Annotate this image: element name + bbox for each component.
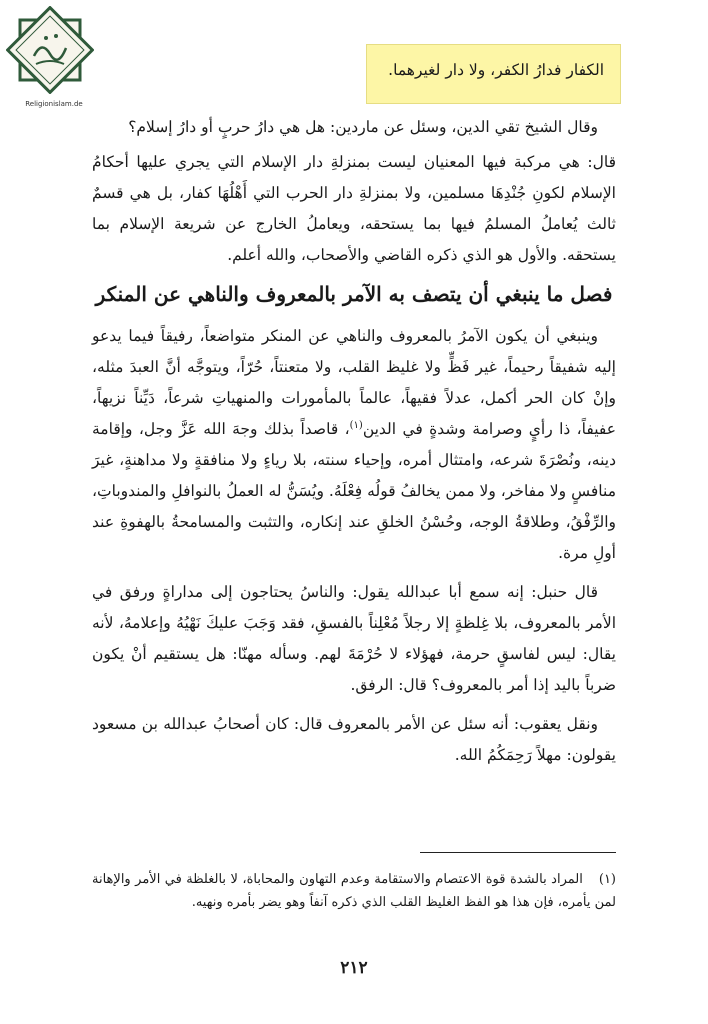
footnote — [92, 868, 616, 914]
paragraph-qualities-part-1: وينبغي أن يكون الآمرُ بالمعروف والناهي عن المنكر متواضعاً، رفيقاً فيما يدعو إليه شفيقاً رحيماً، غير فَظٍّ ولا غليظ القلب، ولا متعنتاً، حُرّاً، ويتوجَّه أنَّ العبدَ مثله، وإنْ كان الحر أكمل، عدلاً فقيهاً، عالماً بالمأمورات والمنهياتِ شرعاً، دَيِّناً نزيهاً، عفيفاً، ذا رأيٍ وصرامة وشدةٍ في الدين — [92, 327, 616, 438]
section-heading: فصل ما ينبغي أن يتصف به الآمر بالمعروف والناهي عن المنكر — [95, 282, 613, 306]
paragraph-yaqub: ونقل يعقوب: أنه سئل عن الأمر بالمعروف قال: كان أصحابُ عبدالله بن مسعود يقولون: مهلاً رَحِمَكُمُ الله. — [92, 715, 616, 764]
paragraph-answer: قال: هي مركبة فيها المعنيان ليست بمنزلةِ دار الإسلام التي يجري عليها أحكامُ الإسلام لكونِ جُنْدِهَا مسلمين، ولا بمنزلةِ دار الحرب التي أَهْلُهَا كفار، بل هي قسمٌ ثالث يُعاملُ المسلمُ فيها بما يستحقه، ويعاملُ الخارج عن شريعة الإسلام بما يستحقه. والأول هو الذي ذكره القاضي والأصحاب، والله أعلم. — [92, 153, 616, 264]
page-body — [92, 112, 616, 775]
paragraph-qualities — [92, 321, 616, 569]
site-logo — [6, 6, 94, 94]
paragraph-qualities-part-2: ، قاصداً بذلك وجهَ الله عَزَّ وجل، وإقامة دينه، ونُصْرَةَ شرعه، وامتثال أمره، وإحياء سنته، بلا رياءٍ ولا منافقةٍ ولا مداهنةٍ، غيرَ منافسٍ ولا مفاخر، ولا ممن يخالفُ قولُه فِعْلَهُ. ويُسَنُّ له العملُ بالنوافلِ والمندوباتِ، والرِّفْقُ، وطلاقةُ الوجه، وحُسْنُ الخلقِ عند إنكاره، والتثبت والمسامحةُ بالهفوةِ عند أولِ مرة. — [92, 420, 616, 562]
footnote-reference[interactable]: (١) — [349, 419, 363, 431]
footnote-number: (١) — [598, 872, 616, 887]
footnote-text: المراد بالشدة قوة الاعتصام والاستقامة وعدم التهاون والمحاباة، لا بالغلظة في الأمر والإهانة لمن يأمره، فإن هذا هو الفظ الغليظ القلب الذي ذكره آنفاً وهو يضر بأمره ونهيه. — [92, 872, 616, 910]
page-number: ٢١٢ — [340, 958, 368, 978]
paragraph-question: وقال الشيخ تقي الدين، وسئل عن ماردين: هل هي دارُ حربٍ أو دارُ إسلام؟ — [128, 118, 598, 136]
paragraph-hanbal: قال حنبل: إنه سمع أبا عبدالله يقول: والناسُ يحتاجون إلى مداراةٍ ورفق في الأمر بالمعروف، بلا غِلظةٍ إلا رجلاً مُعْلِناً بالفسقِ، فقد وَجَبَ عليكَ نَهْيُهُ وإعلامهُ، لأنه يقال: ليس لفاسقٍ حرمة، فهؤلاء لا حُرْمَةَ لهم. وسأله مهنّا: هل يستقيم أنْ يكون ضرباً باليد إذا أمر بالمعروف؟ قال: الرفق. — [92, 583, 616, 694]
highlighted-carryover-text: الكفار فدارُ الكفر، ولا دار لغيرهما. — [366, 44, 621, 104]
octagram-calligraphy-logo-icon — [6, 6, 94, 94]
footnote-divider — [420, 852, 616, 853]
logo-caption: Religionislam.de — [25, 100, 83, 108]
